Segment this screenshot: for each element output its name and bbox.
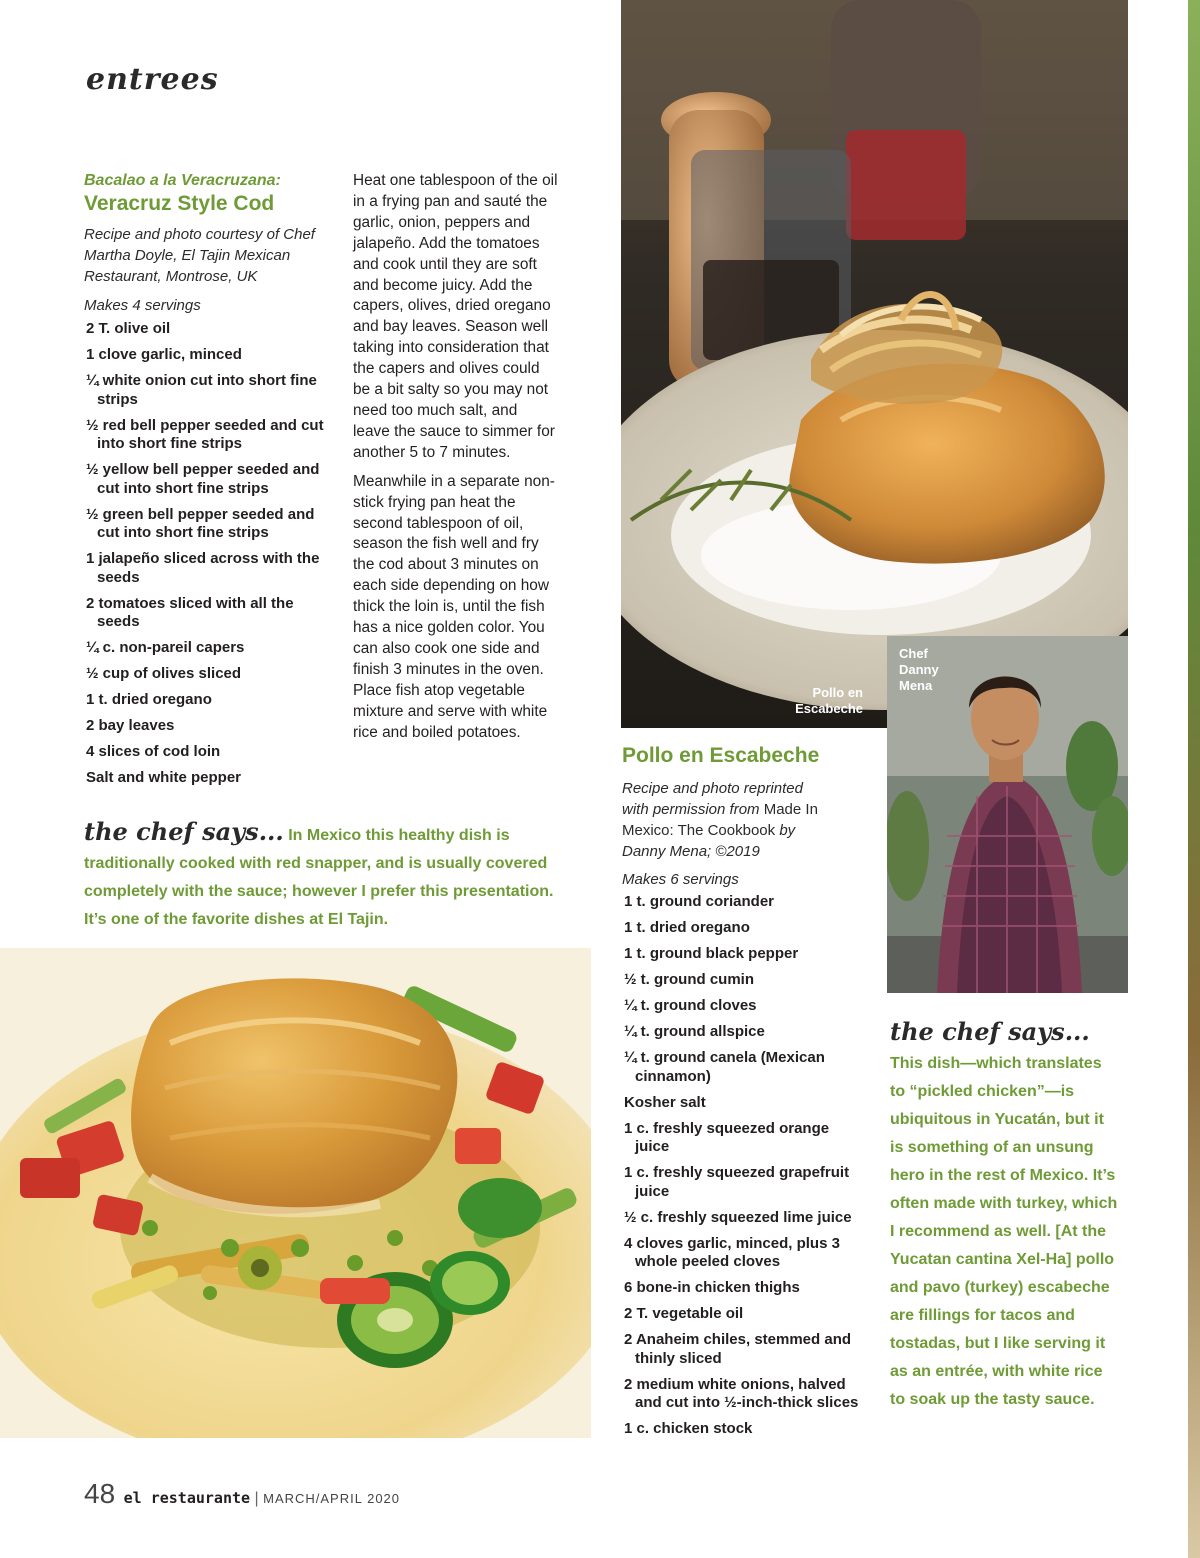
ingredient-item: Kosher salt: [624, 1093, 706, 1111]
chef-photo-caption: [899, 646, 939, 694]
ingredient-item: ½ t. ground cumin: [624, 971, 754, 988]
ingredient-item: 1 t. ground coriander: [624, 893, 775, 910]
pollo-photo-caption: [743, 685, 863, 717]
recipe2-credit: [622, 778, 832, 862]
caption-line: Mena: [899, 678, 933, 693]
recipe1-ingredient-list: [86, 320, 326, 795]
recipe1-chef-says: [84, 818, 562, 934]
caption-line: Pollo en: [812, 685, 863, 700]
ingredient-item: 1 c. freshly squeezed grapefruit juice: [624, 1164, 850, 1200]
ingredient-item: 2 medium white onions, halved and cut into ½-inch-thick slices: [624, 1375, 859, 1411]
ingredient-item: 2 Anaheim chiles, stemmed and thinly sliced: [624, 1331, 852, 1367]
credit-book: Made In Mexico: The Cookbook: [622, 801, 818, 839]
recipe2-chef-says: [890, 1018, 1120, 1414]
caption-line: Escabeche: [795, 701, 863, 716]
recipe2-ingredient-list: [624, 893, 864, 1446]
method-paragraph: Meanwhile in a separate non-stick frying pan heat the second tablespoon of oil, season the fish well and fry the cod about 3 minutes on each side depending on how thick the loin is, until the fish has a nice golden color. You can also cook one side and finish 3 minutes in the oven. Place fish atop vegetable mixture and serve with white rice and boiled potatoes.: [353, 472, 555, 741]
page-edge-strip: [1188, 0, 1200, 1558]
recipe1-subtitle: Bacalao a la Veracruzana:: [84, 172, 281, 189]
ingredient-item: ¼ t. ground canela (Mexican cinnamon): [624, 1049, 825, 1085]
ingredient-item: 1 jalapeño sliced across with the seeds: [86, 550, 320, 586]
recipe2-servings: Makes 6 servings: [622, 871, 739, 888]
chef-says-text: This dish—which translates to “pickled chicken”—is ubiquitous in Yucatán, but it is something of an unsung hero in the rest of Mexico. It’s often made with turkey, which I recommend as well. [At the Yucatan cantina Xel-Ha] pollo and pavo (turkey) escabeche are fillings for tacos and tostadas, but I like serving it as an entrée, with white rice to soak up the tasty sauce.: [890, 1055, 1118, 1408]
magazine-name: el restaurante: [123, 1489, 251, 1507]
ingredient-item: 1 c. chicken stock: [624, 1420, 753, 1437]
caption-line: Danny: [899, 662, 939, 677]
ingredient-item: 1 c. freshly squeezed orange juice: [624, 1119, 830, 1155]
ingredient-item: Salt and white pepper: [86, 769, 242, 786]
ingredient-item: 1 t. ground black pepper: [624, 945, 799, 962]
cod-dish-illustration: [0, 948, 591, 1438]
ingredient-item: ¼ white onion cut into short fine strips: [86, 372, 317, 408]
section-label: entrees: [86, 62, 219, 97]
footer: [84, 1478, 400, 1514]
ingredient-item: ½ cup of olives sliced: [86, 665, 242, 682]
credit-text: by Danny Mena; ©2019: [622, 822, 796, 860]
ingredient-item: 1 t. dried oregano: [624, 919, 750, 936]
ingredient-item: 2 T. vegetable oil: [624, 1305, 744, 1322]
ingredient-item: 2 tomatoes sliced with all the seeds: [86, 594, 294, 630]
ingredient-item: 1 clove garlic, minced: [86, 346, 242, 363]
ingredient-item: 2 bay leaves: [86, 717, 175, 734]
caption-line: Chef: [899, 646, 928, 661]
chef-photo: [887, 636, 1128, 993]
issue-date: MARCH/APRIL 2020: [263, 1491, 401, 1506]
ingredient-item: ¼ t. ground cloves: [624, 997, 757, 1014]
credit-text: Recipe and photo reprinted with permission from: [622, 780, 803, 818]
chef-says-label: the chef says...: [84, 817, 284, 846]
ingredient-item: 6 bone-in chicken thighs: [624, 1279, 800, 1296]
recipe2-header: [622, 744, 852, 890]
recipe2-title: Pollo en Escabeche: [622, 744, 820, 767]
ingredient-item: 1 t. dried oregano: [86, 691, 212, 708]
ingredient-item: ¼ c. non-pareil capers: [86, 639, 245, 656]
recipe1-header: [84, 172, 334, 316]
ingredient-item: 4 slices of cod loin: [86, 743, 221, 760]
recipe1-servings: Makes 4 servings: [84, 297, 201, 314]
ingredient-item: ½ c. freshly squeezed lime juice: [624, 1208, 852, 1226]
ingredient-item: ½ yellow bell pepper seeded and cut into short fine strips: [86, 461, 320, 497]
ingredient-item: 4 cloves garlic, minced, plus 3 whole peeled cloves: [624, 1234, 840, 1270]
method-paragraph: Heat one tablespoon of the oil in a frying pan and sauté the garlic, onion, peppers and jalapeño. Add the tomatoes and cook until they are soft and become juicy. Add the capers, olives, dried oregano and bay leaves. Season well taking into consideration that the capers and olives could be a bit salty so you may not need too much salt, and leave the sauce to simmer for another 5 to 7 minutes.: [353, 172, 558, 461]
footer-separator: |: [254, 1490, 259, 1507]
recipe1-method: [353, 171, 558, 751]
ingredient-item: ½ red bell pepper seeded and cut into short fine strips: [86, 416, 324, 452]
cod-photo: [0, 948, 591, 1438]
pollo-dish-illustration: [621, 0, 1128, 728]
chef-says-text: In Mexico this healthy dish is traditionally cooked with red snapper, and is usually covered completely with the sauce; however I prefer this presentation. It’s one of the favorite dishes at El Tajin.: [84, 827, 554, 928]
ingredient-item: ¼ t. ground allspice: [624, 1023, 765, 1040]
pollo-photo: [621, 0, 1128, 728]
chef-says-label: the chef says...: [890, 1017, 1090, 1046]
page-number: 48: [84, 1478, 116, 1509]
ingredient-item: 2 T. olive oil: [86, 320, 171, 337]
ingredient-item: ½ green bell pepper seeded and cut into short fine strips: [86, 505, 315, 541]
recipe1-title: Veracruz Style Cod: [84, 192, 275, 215]
recipe1-credit: Recipe and photo courtesy of Chef Martha Doyle, El Tajin Mexican Restaurant, Montrose, UK: [84, 226, 315, 285]
